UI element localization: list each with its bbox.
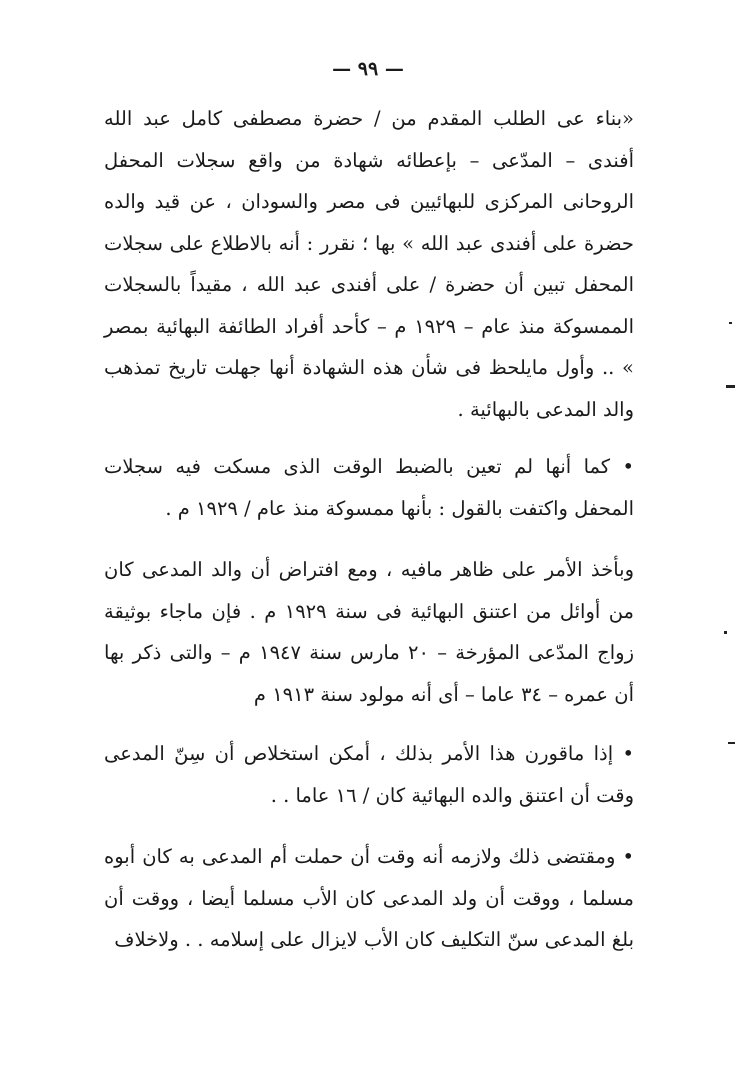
page-body [104, 98, 634, 961]
scan-margin-mark [729, 322, 732, 324]
scan-margin-mark [724, 631, 727, 634]
page-number: — ٩٩ — [332, 58, 404, 80]
paragraph-marriage-document: وبأخذ الأمر على ظاهر مافيه ، ومع افتراض أن والد المدعى كان من أوائل من اعتنق البهائية فى سنة ١٩٢٩ م . فإن ماجاء بوثيقة زواج المدّعى المؤرخة – ٢٠ مارس سنة ١٩٤٧ م – والتى ذكر بها أن عمره – ٣٤ عاما – أى أنه مولود سنة ١٩١٣ م [104, 558, 634, 706]
paragraph-conclusion: • ومقتضى ذلك ولازمه أنه وقت أن حملت أم المدعى به كان أبوه مسلما ، ووقت أن ولد المدعى كان الأب مسلما أيضا ، ووقت أن بلغ المدعى سنّ التكليف كان الأب لايزال على إسلامه . . ولاخلاف [104, 845, 634, 951]
scan-margin-mark [728, 742, 735, 744]
scan-margin-mark [726, 385, 735, 388]
paragraph-records-date: • كما أنها لم تعين بالضبط الوقت الذى مسكت فيه سجلات المحفل واكتفت بالقول : بأنها ممسوكة منذ عام / ١٩٢٩ م . [104, 455, 634, 520]
paragraph-age-comparison: • إذا ماقورن هذا الأمر بذلك ، أمكن استخلاص أن سِنّ المدعى وقت أن اعتنق والده البهائية كان / ١٦ عاما . . [104, 742, 634, 807]
paragraph-certificate-quote: «بناء عى الطلب المقدم من / حضرة مصطفى كامل عبد الله أفندى – المدّعى – بإعطائه شهادة من واقع سجلات المحفل الروحانى المركزى للبهائيين فى مصر والسودان ، عن قيد والده حضرة على أفندى عبد الله » بها ؛ نقرر : أنه بالاطلاع على سجلات المحفل تبين أن حضرة / على أفندى عبد الله ، مقيداً بالسجلات الممسوكة منذ عام – ١٩٢٩ م – كأحد أفراد الطائفة البهائية بمصر » .. وأول مايلحظ فى شأن هذه الشهادة أنها جهلت تاريخ تمذهب والد المدعى بالبهائية . [104, 107, 634, 421]
